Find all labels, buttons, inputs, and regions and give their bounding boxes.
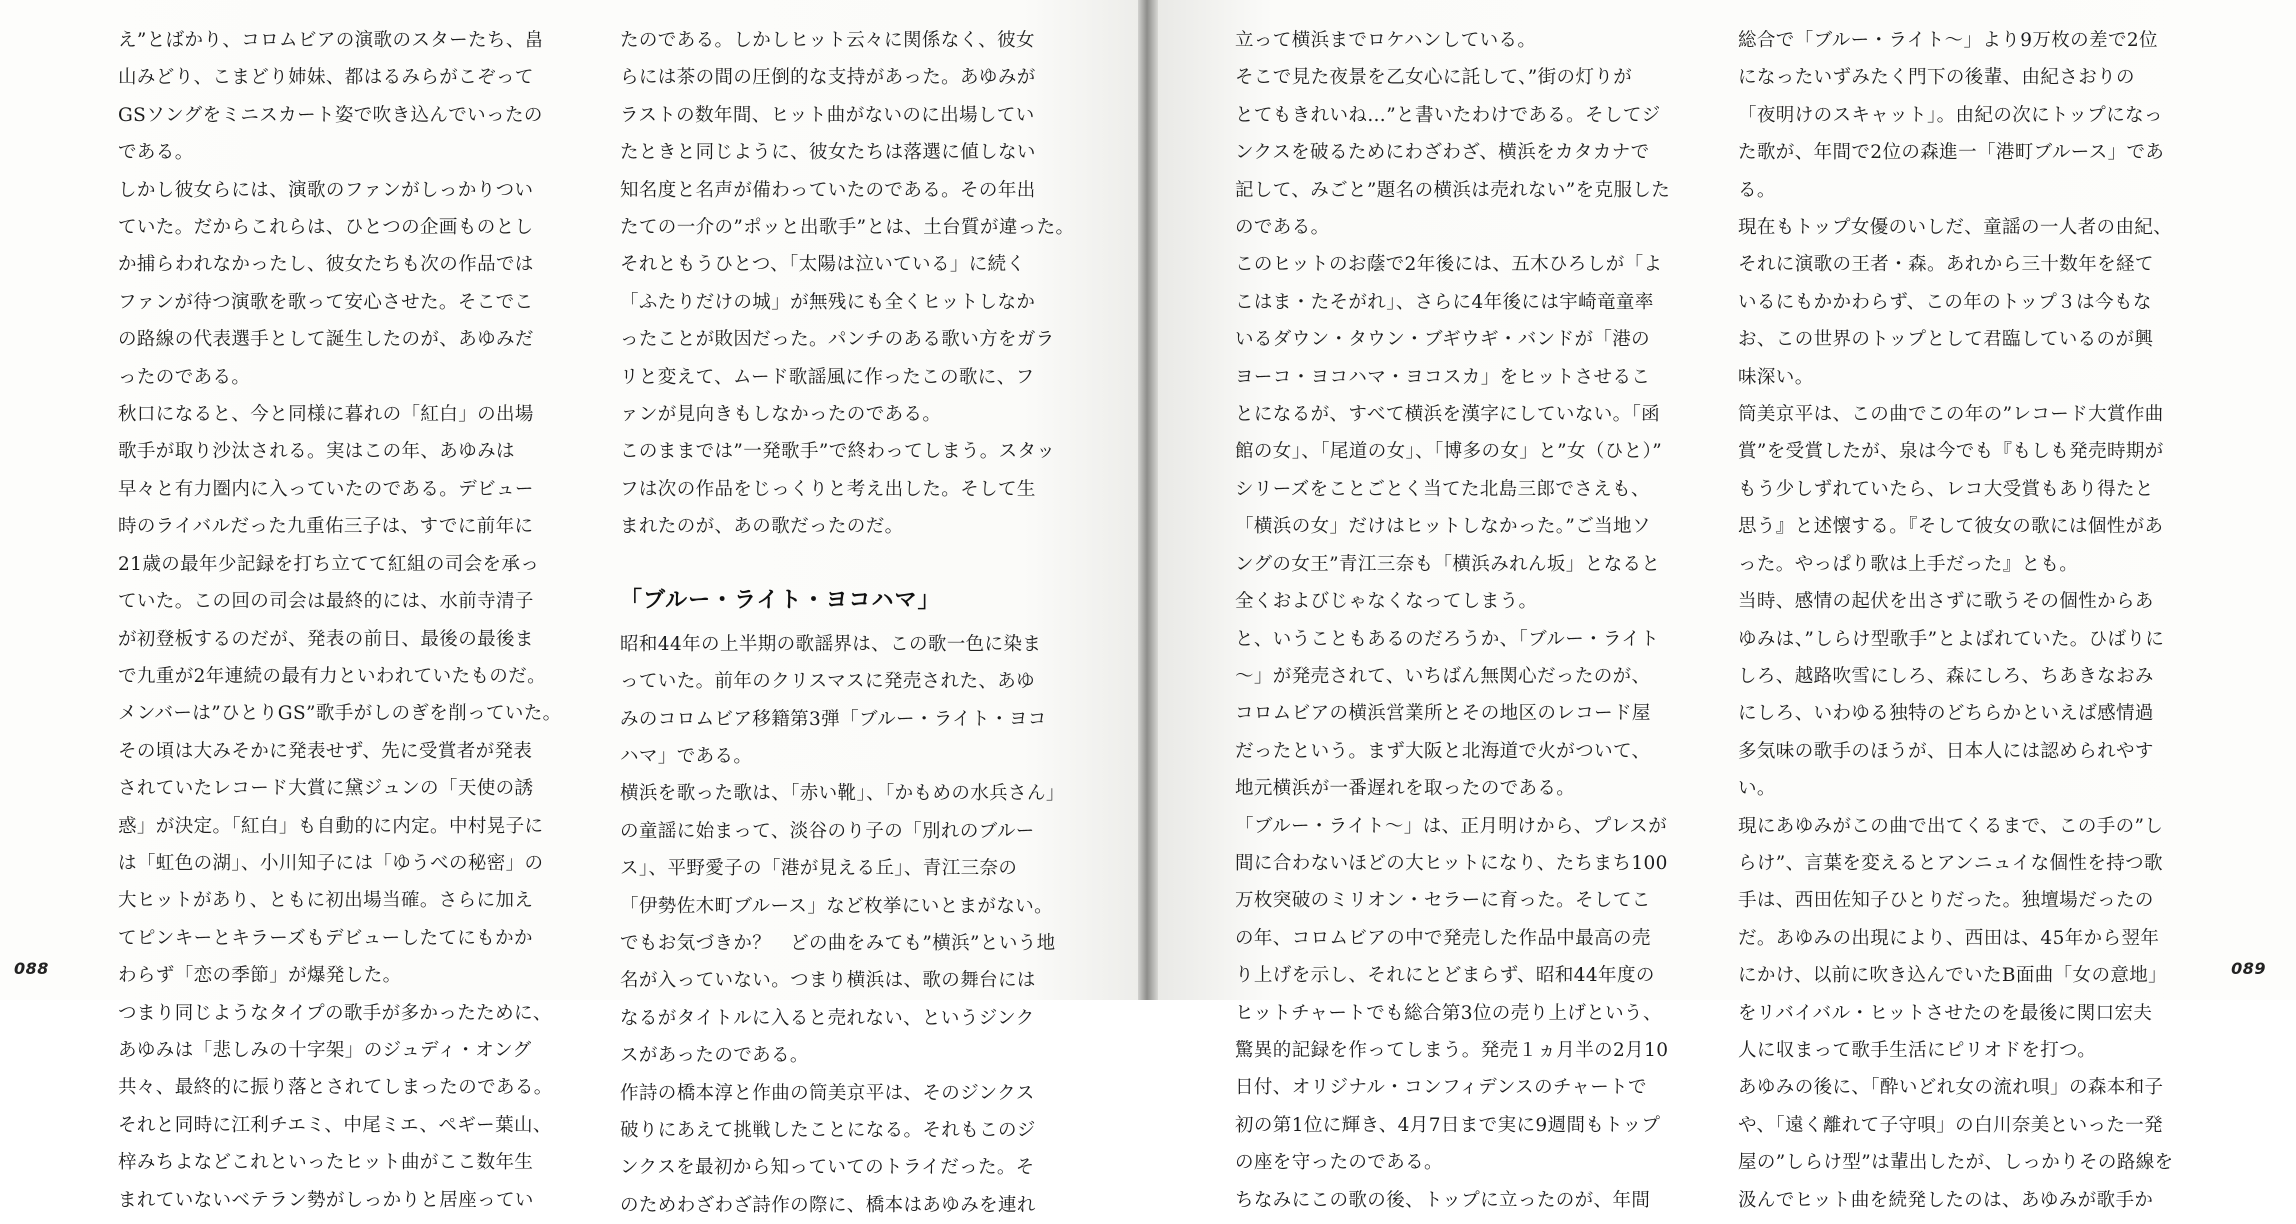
paragraph: しかし彼女らには、演歌のファンがしっかりつい ていた。だからこれらは、ひとつの企画ものとし か捕らわれなかったし、彼女たちも次の作品では ファンが待つ演歌を歌って安心させた。そこでこ の路線の代表選手として誕生したのが、あゆみだ ったのである。 xyxy=(118,179,534,388)
paragraph: 現在もトップ女優のいしだ、童謡の一人者の由紀、 それに演歌の王者・森。あれから三十数年を経て いるにもかかわらず、この年のトップ３は今もな お、この世界のトップとして君臨しているのが興 味深い。 xyxy=(1738,217,2173,388)
paragraph: 「ブルー・ライト～」は、正月明けから、プレスが 間に合わないほどの大ヒットになり、たちまち100 万枚突破のミリオン・セラーに育った。そしてこ の年、コロムビアの中で発売した作品中最高の売 り上げを示し、それにとどまらず、昭和44年度の ヒットチャートでも総合第3位の売り上げという、 驚異的記録を作ってしまう。発売１ヵ月半の2月10 日付、オリジナル・コンフィデンスのチャートで 初の第1位に輝き、4月7日まで実に9週間もトップ の座を守ったのである。 xyxy=(1235,815,1669,1174)
paragraph: と、いうこともあるのだろうか、「ブルー・ライト ～」が発売されて、いちばん無関心だったのが、 コロムビアの横浜営業所とその地区のレコード屋 だったという。まず大阪と北海道で火がついて、 地元横浜が一番遅れを取ったのである。 xyxy=(1235,628,1660,800)
paragraph: 総合で「ブルー・ライト～」より9万枚の差で2位 になったいずみたく門下の後輩、由紀さおりの 「夜明けのスキャット」。由紀の次にトップになっ た歌が、年間で2位の森進一「港町ブルース」であ る。 xyxy=(1738,30,2165,201)
section-heading: 「ブルー・ライト・ヨコハマ」 xyxy=(620,587,941,613)
paragraph: 当時、感情の起伏を出さずに歌うその個性からあ ゆみは、”しらけ型歌手”とよばれていた。ひばりに しろ、越路吹雪にしろ、森にしろ、ちあきなおみ にしろ、いわゆる独特のどちらかといえば感情過 多気味の歌手のほうが、日本人には認められやす い。 xyxy=(1738,591,2165,800)
paragraph: 秋口になると、今と同様に暮れの「紅白」の出場 歌手が取り沙汰される。実はこの年、あゆみは 早々と有力圏内に入っていたのである。デビュー 時のライバルだった九重佑三子は、すでに前年に 21歳の最年少記録を打ち立てて紅組の司会を承っ ていた。この回の司会は最終的には、水前寺清子 が初登板するのだが、発表の前日、最後の最後ま で九重が2年連続の最有力といわれていたものだ。 xyxy=(118,404,546,687)
book-gutter xyxy=(1138,0,1158,1000)
paragraph: 立って横浜までロケハンしている。 そこで見た夜景を乙女心に託して、”街の灯りが とてもきれいね…”と書いたわけである。そしてジ ンクスを破るためにわざわざ、横浜をカタカナで 記して、みごと”題名の横浜は売れない”を克服した のである。 xyxy=(1235,30,1671,239)
right-page-column-2 xyxy=(1738,22,2208,1219)
paragraph: あゆみの後に、「酔いどれ女の流れ唄」の森本和子 や、「遠く離れて子守唄」の白川奈美といった一発 屋の”しらけ型”は輩出したが、しっかりその路線を 汲んでヒット曲を続発したのは、あゆみが歌手か xyxy=(1738,1077,2174,1211)
paragraph: 作詩の橋本淳と作曲の筒美京平は、そのジンクス 破りにあえて挑戦したことになる。それもこのジ ンクスを最初から知っていてのトライだった。そ のためわざわざ詩作の際に、橋本はあゆみを連れ xyxy=(620,1082,1036,1216)
left-page-column-2 xyxy=(620,22,1090,1224)
left-page-column-1 xyxy=(118,22,588,1219)
page-number-right: 089 xyxy=(2231,959,2266,978)
paragraph: つまり同じようなタイプの歌手が多かったために、 あゆみは「悲しみの十字架」のジュディ・オング 共々、最終的に振り落とされてしまったのである。 それと同時に江利チエミ、中尾ミエ、ペギー葉山、 梓みちよなどこれといったヒット曲がここ数年生 まれていないベテラン勢がしっかりと居座ってい xyxy=(118,1002,553,1211)
paragraph: このヒットのお蔭で2年後には、五木ひろしが「よ こはま・たそがれ」、さらに4年後には宇崎竜童率 いるダウン・タウン・ブギウギ・バンドが「港の ヨーコ・ヨコハマ・ヨコスカ」をヒットさせるこ とになるが、すべて横浜を漢字にしていない。「函 館の女」、「尾道の女」、「博多の女」と”女（ひと）” シリーズをことごとく当てた北島三郎でさえも、 「横浜の女」だけはヒットしなかった。”ご当地ソ ングの女王”青江三奈も「横浜みれん坂」となると 全くおよびじゃなくなってしまう。 xyxy=(1235,254,1663,613)
paragraph: 横浜を歌った歌は、「赤い靴」、「かもめの水兵さん」 の童謡に始まって、淡谷のり子の「別れのブルー ス」、平野愛子の「港が見える丘」、青江三奈の 「伊勢佐木町ブルース」など枚挙にいとまがない。 でもお気づきか？ どの曲をみても”横浜”という地 名が入っていない。つまり横浜は、歌の舞台には なるがタイトルに入ると売れない、というジンク スがあったのである。 xyxy=(620,783,1065,1067)
paragraph: たのである。しかしヒット云々に関係なく、彼女 らには茶の間の圧倒的な支持があった。あゆみが ラストの数年間、ヒット曲がないのに出場してい たときと同じように、彼女たちは落選に値しない 知名度と名声が備わっていたのである。その年出 たての一介の”ポッと出歌手”とは、土台質が違った。 それともうひとつ、「太陽は泣いている」に続く 「ふたりだけの城」が無残にも全くヒットしなか ったことが敗因だった。パンチのある歌い方をガラ リと変えて、ムード歌謡風に作ったこの歌に、フ ァンが見向きもしなかったのである。 xyxy=(620,30,1075,426)
paragraph: ちなみにこの歌の後、トップに立ったのが、年間 xyxy=(1235,1189,1651,1211)
paragraph: このままでは”一発歌手”で終わってしまう。スタッ フは次の作品をじっくりと考え出した。そして生 まれたのが、あの歌だったのだ。 xyxy=(620,441,1056,538)
paragraph: 昭和44年の上半期の歌謡界は、この歌一色に染ま っていた。前年のクリスマスに発売された、あゆ みのコロムビア移籍第3弾「ブルー・ライト・ヨコ ハマ」である。 xyxy=(620,633,1047,767)
right-page-column-1 xyxy=(1235,22,1705,1219)
paragraph: 筒美京平は、この曲でこの年の”レコード大賞作曲 賞”を受賞したが、泉は今でも『もしも発売時期が もう少しずれていたら、レコ大受賞もあり得たと 思う』と述懐する。『そして彼女の歌には個性があ った。やっぱり歌は上手だった』とも。 xyxy=(1738,404,2164,575)
left-page xyxy=(0,0,1138,1216)
paragraph: メンバーは”ひとりGS”歌手がしのぎを削っていた。 その頃は大みそかに発表せず、先に受賞者が発表 されていたレコード大賞に黛ジュンの「天使の誘 惑」が決定。「紅白」も自動的に内定。中村晃子に は「虹色の湖」、小川知子には「ゆうべの秘密」の 大ヒットがあり、ともに初出場当確。さらに加え てピンキーとキラーズもデビューしたてにもかか わらず「恋の季節」が爆発した。 xyxy=(118,703,562,987)
paragraph: え”とばかり、コロムビアの演歌のスターたち、畠 山みどり、こまどり姉妹、都はるみらがこぞって GSソングをミニスカート姿で吹き込んでいったの である。 xyxy=(118,30,544,164)
page-number-left: 088 xyxy=(14,959,49,978)
paragraph: 現にあゆみがこの曲で出てくるまで、この手の”し らけ”、言葉を変えるとアンニュイな個性を持つ歌 手は、西田佐知子ひとりだった。独壇場だったの だ。あゆみの出現により、西田は、45年から翌年 にかけ、以前に吹き込んでいたB面曲「女の意地」 をリバイバル・ヒットさせたのを最後に関口宏夫 人に収まって歌手生活にピリオドを打つ。 xyxy=(1738,815,2168,1061)
